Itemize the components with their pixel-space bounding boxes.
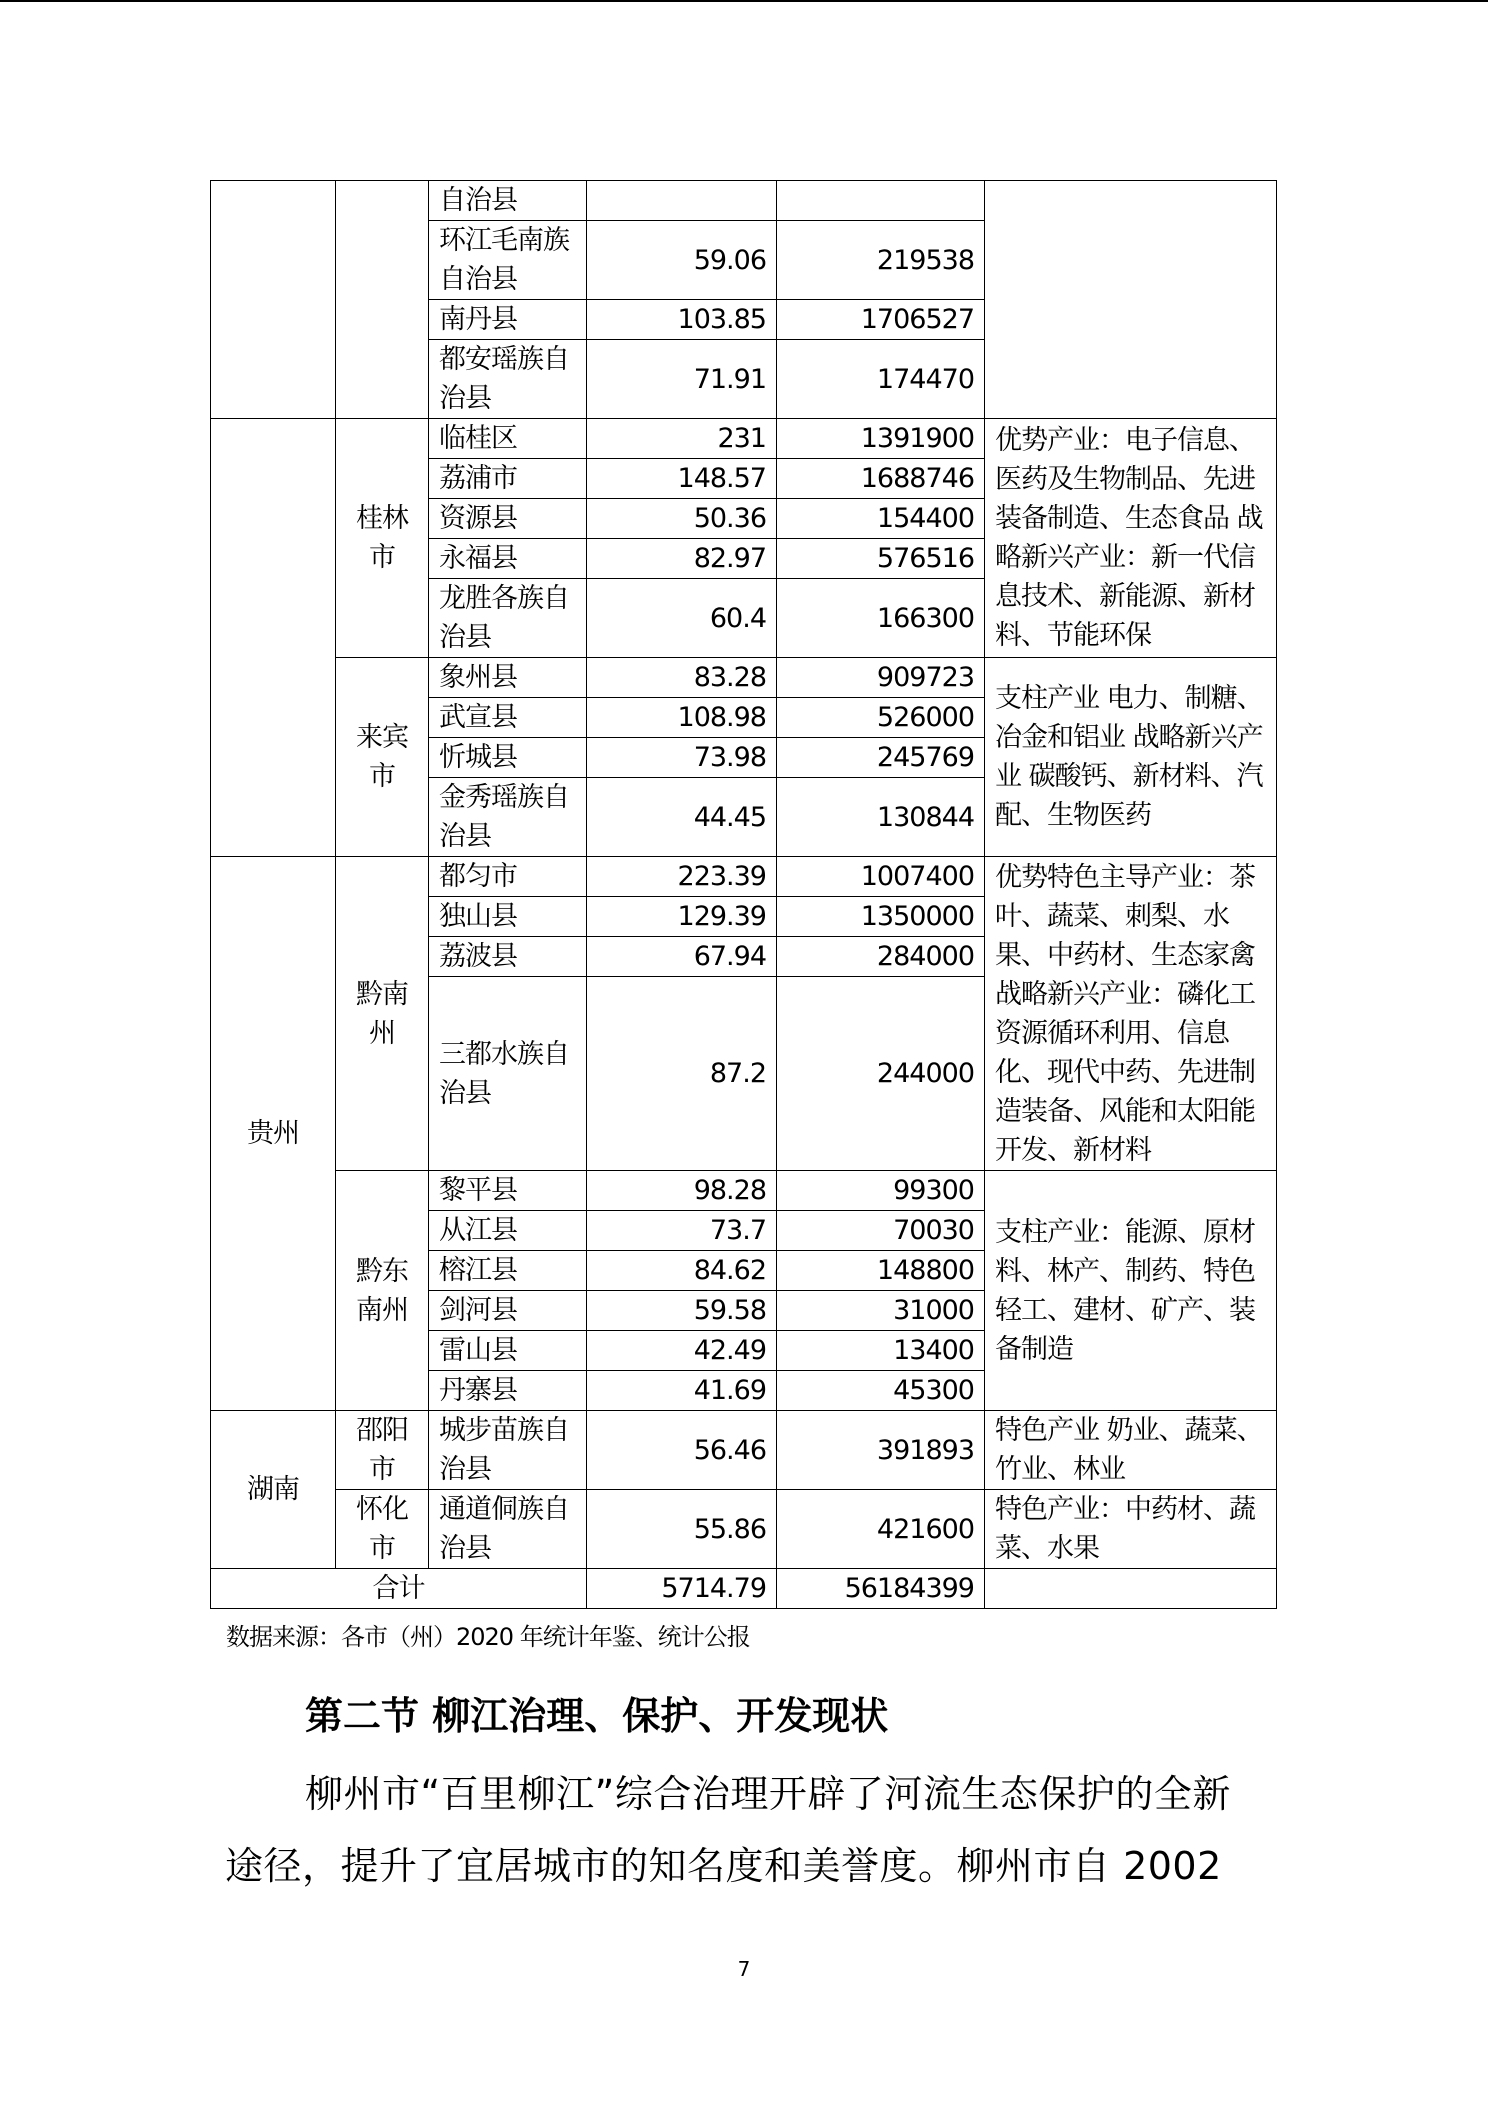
county-cell: 丹寨县 [429,1371,587,1411]
industry-cell: 优势特色主导产业：茶叶、蔬菜、刺梨、水果、中药材、生态家禽 战略新兴产业：磷化工资源循环利用、信息化、现代中药、先进制造装备、风能和太阳能开发、新材料 [985,857,1277,1171]
county-cell: 金秀瑶族自治县 [429,778,587,857]
total-population: 56184399 [777,1569,985,1609]
area-cell: 73.7 [587,1211,777,1251]
county-cell: 自治县 [429,181,587,221]
area-cell: 98.28 [587,1171,777,1211]
population-cell: 284000 [777,937,985,977]
population-cell: 1688746 [777,459,985,499]
province-cell: 贵州 [211,857,336,1411]
population-cell: 244000 [777,977,985,1171]
county-cell: 临桂区 [429,419,587,459]
population-cell: 130844 [777,778,985,857]
total-industry-cell [985,1569,1277,1609]
county-cell: 从江县 [429,1211,587,1251]
city-cell: 黔南州 [336,857,429,1171]
data-source-note: 数据来源：各市（州）2020 年统计年鉴、统计公报 [226,1623,750,1651]
area-cell [587,181,777,221]
province-cell [211,181,336,419]
county-cell: 榕江县 [429,1251,587,1291]
paragraph-line: 柳州市“百里柳江”综合治理开辟了河流生态保护的全新 [305,1772,1231,1816]
city-cell: 邵阳市 [336,1411,429,1490]
paragraph-line: 途径，提升了宜居城市的知名度和美誉度。柳州市自 2002 [225,1844,1222,1888]
area-cell: 83.28 [587,658,777,698]
province-cell [211,419,336,857]
population-cell: 1706527 [777,300,985,340]
population-cell: 166300 [777,579,985,658]
county-cell: 三都水族自治县 [429,977,587,1171]
population-cell: 421600 [777,1490,985,1569]
table-row [211,1411,1277,1490]
population-cell: 148800 [777,1251,985,1291]
area-cell: 59.58 [587,1291,777,1331]
county-cell: 荔波县 [429,937,587,977]
population-cell: 31000 [777,1291,985,1331]
county-cell: 城步苗族自治县 [429,1411,587,1490]
population-cell: 526000 [777,698,985,738]
county-data-table [210,180,1277,1609]
population-cell: 174470 [777,340,985,419]
area-cell: 60.4 [587,579,777,658]
industry-cell: 优势产业：电子信息、医药及生物制品、先进装备制造、生态食品 战略新兴产业：新一代信息技术、新能源、新材料、节能环保 [985,419,1277,658]
area-cell: 55.86 [587,1490,777,1569]
population-cell: 219538 [777,221,985,300]
area-cell: 67.94 [587,937,777,977]
population-cell: 391893 [777,1411,985,1490]
table-row [211,1490,1277,1569]
area-cell: 73.98 [587,738,777,778]
population-cell: 13400 [777,1331,985,1371]
section-heading: 第二节 柳江治理、保护、开发现状 [305,1694,889,1738]
population-cell: 1391900 [777,419,985,459]
area-cell: 231 [587,419,777,459]
county-cell: 环江毛南族自治县 [429,221,587,300]
table-row [211,857,1277,897]
area-cell: 103.85 [587,300,777,340]
total-row [211,1569,1277,1609]
city-cell: 怀化市 [336,1490,429,1569]
industry-cell: 支柱产业 电力、制糖、冶金和铝业 战略新兴产业 碳酸钙、新材料、汽配、生物医药 [985,658,1277,857]
area-cell: 56.46 [587,1411,777,1490]
area-cell: 223.39 [587,857,777,897]
table-row [211,1171,1277,1211]
county-cell: 永福县 [429,539,587,579]
county-cell: 黎平县 [429,1171,587,1211]
city-cell: 黔东南州 [336,1171,429,1411]
page-number: 7 [737,1957,751,1981]
city-cell [336,181,429,419]
population-cell: 1007400 [777,857,985,897]
industry-cell: 特色产业：中药材、蔬菜、水果 [985,1490,1277,1569]
county-cell: 龙胜各族自治县 [429,579,587,658]
population-cell: 45300 [777,1371,985,1411]
county-cell: 荔浦市 [429,459,587,499]
population-cell: 1350000 [777,897,985,937]
total-label: 合计 [211,1569,587,1609]
area-cell: 71.91 [587,340,777,419]
province-cell: 湖南 [211,1411,336,1569]
city-cell: 桂林市 [336,419,429,658]
county-cell: 南丹县 [429,300,587,340]
county-cell: 都匀市 [429,857,587,897]
area-cell: 42.49 [587,1331,777,1371]
city-cell: 来宾市 [336,658,429,857]
county-cell: 雷山县 [429,1331,587,1371]
population-cell: 576516 [777,539,985,579]
area-cell: 44.45 [587,778,777,857]
county-cell: 通道侗族自治县 [429,1490,587,1569]
population-cell: 909723 [777,658,985,698]
area-cell: 129.39 [587,897,777,937]
area-cell: 82.97 [587,539,777,579]
county-cell: 忻城县 [429,738,587,778]
area-cell: 148.57 [587,459,777,499]
industry-cell: 特色产业 奶业、蔬菜、竹业、林业 [985,1411,1277,1490]
county-cell: 都安瑶族自治县 [429,340,587,419]
county-cell: 象州县 [429,658,587,698]
table-row [211,181,1277,221]
area-cell: 87.2 [587,977,777,1171]
area-cell: 41.69 [587,1371,777,1411]
table-row [211,658,1277,698]
total-area: 5714.79 [587,1569,777,1609]
area-cell: 108.98 [587,698,777,738]
industry-cell: 支柱产业：能源、原材料、林产、制药、特色轻工、建材、矿产、装备制造 [985,1171,1277,1411]
population-cell [777,181,985,221]
county-cell: 资源县 [429,499,587,539]
area-cell: 50.36 [587,499,777,539]
area-cell: 84.62 [587,1251,777,1291]
area-cell: 59.06 [587,221,777,300]
county-cell: 剑河县 [429,1291,587,1331]
county-cell: 武宣县 [429,698,587,738]
industry-cell [985,181,1277,419]
population-cell: 245769 [777,738,985,778]
county-cell: 独山县 [429,897,587,937]
population-cell: 99300 [777,1171,985,1211]
table-row [211,419,1277,459]
population-cell: 70030 [777,1211,985,1251]
page-top-border [0,0,1488,2]
population-cell: 154400 [777,499,985,539]
